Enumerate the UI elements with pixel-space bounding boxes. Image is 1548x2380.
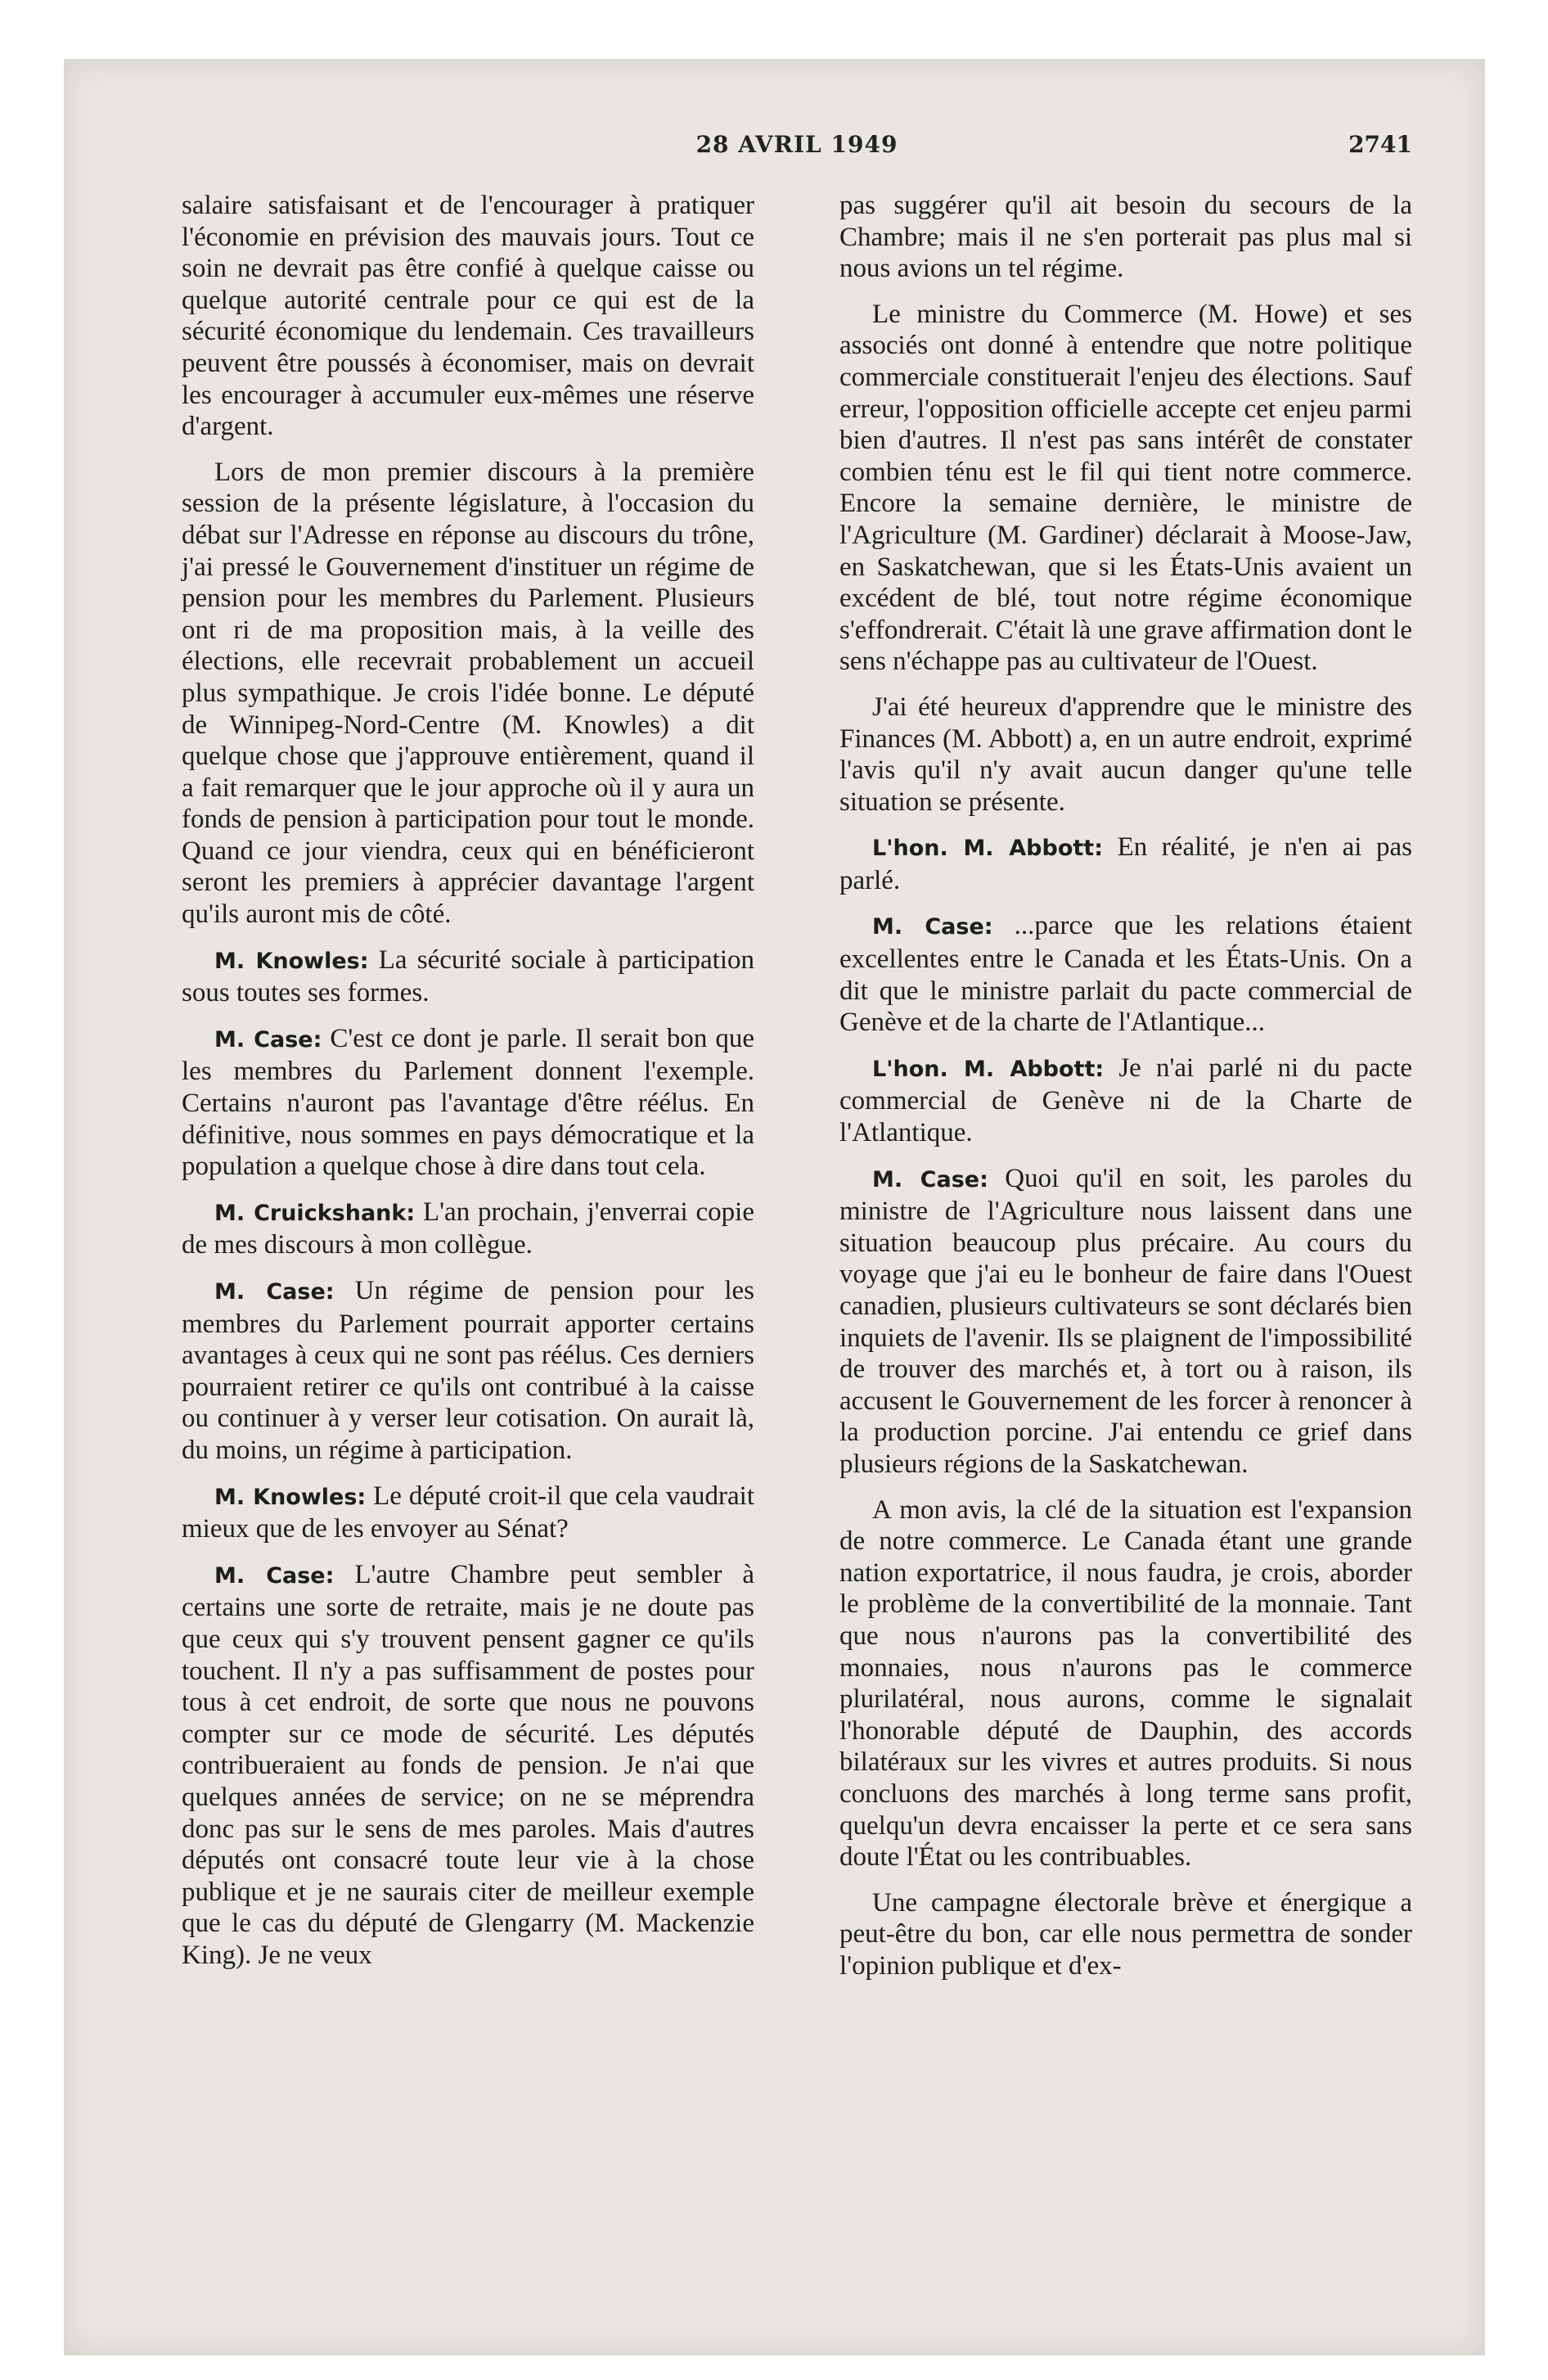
speaker-name: M. Case: xyxy=(214,1026,322,1053)
paragraph: Lors de mon premier discours à la première session de la présente législature, à l'occasion du débat sur l'Adresse en réponse au discours du trône, j'ai pressé le Gouvernement d'instituer un régime de pension pour les membres du Parlement. Plusieurs ont ri de ma proposition mais, à la veille des élections, elle recevrait probablement un accueil plus sympathique. Je crois l'idée bonne. Le député de Winnipeg-Nord-Centre (M. Knowles) a dit quelque chose que j'approuve entièrement, quand il a fait remarquer que le jour approche où il y aura un fonds de pension à participation pour tout le monde. Quand ce jour viendra, ceux qui en bénéficieront seront les premiers à apprécier davantage l'argent qu'ils auront mis de côté. xyxy=(182,457,754,930)
speech-paragraph: M. Cruickshank: L'an prochain, j'enverrai copie de mes discours à mon collègue. xyxy=(182,1197,754,1260)
header-date: 28 AVRIL 1949 xyxy=(695,131,898,158)
paragraph: J'ai été heureux d'apprendre que le ministre des Finances (M. Abbott) a, en un autre endroit, exprimé l'avis qu'il n'y avait aucun danger qu'une telle situation se présente. xyxy=(839,692,1412,817)
speaker-name: M. Case: xyxy=(214,1562,335,1589)
paragraph: salaire satisfaisant et de l'encourager à pratiquer l'économie en prévision des mauvais jours. Tout ce soin ne devrait pas être confié à quelque caisse ou quelque autorité centrale pour ce qui est de la sécurité économique du lendemain. Ces travailleurs peuvent être poussés à économiser, mais on devrait les encourager à accumuler eux-mêmes une réserve d'argent. xyxy=(182,191,754,442)
paragraph: Le ministre du Commerce (M. Howe) et ses associés ont donné à entendre que notre politique commerciale constituerait l'enjeu des élections. Sauf erreur, l'opposition officielle accepte cet enjeu parmi bien d'autres. Il n'est pas sans intérêt de constater combien ténu est le fil qui tient notre commerce. Encore la semaine dernière, le ministre de l'Agriculture (M. Gardiner) déclarait à Moose-Jaw, en Saskatchewan, que si les États-Unis avaient un excédent de blé, tout notre régime économique s'effondrerait. C'était là une grave affirmation dont le sens n'échappe pas au cultivateur de l'Ouest. xyxy=(839,299,1412,677)
speech-paragraph: M. Case: ...parce que les relations étaient excellentes entre le Canada et les États-Unis. On a dit que le ministre parlait du pacte commercial de Genève et de la charte de l'Atlantique... xyxy=(839,911,1413,1038)
speech-paragraph: M. Knowles: La sécurité sociale à participation sous toutes ses formes. xyxy=(182,944,754,1008)
speech-paragraph: L'hon. M. Abbott: Je n'ai parlé ni du pacte commercial de Genève ni de la Charte de l'Atlantique. xyxy=(839,1053,1413,1148)
speaker-name: M. Knowles: xyxy=(214,948,369,974)
paragraph: A mon avis, la clé de la situation est l'expansion de notre commerce. Le Canada étant une grande nation exportatrice, il nous faudra, je crois, aborder le problème de la convertibilité de la monnaie. Tant que nous n'aurons pas la convertibilité des monnaies, nous n'aurons pas le commerce plurilatéral, nous aurons, comme le signalait l'honorable député de Dauphin, des accords bilatéraux sur les vivres et autres produits. Si nous concluons des marchés à long terme sans profit, quelqu'un devra encaisser la perte et ce sera sans doute l'État ou les contribuables. xyxy=(839,1494,1412,1873)
paragraph: Une campagne électorale brève et énergique a peut-être du bon, car elle nous permettra de sonder l'opinion publique et d'ex- xyxy=(839,1887,1412,1981)
speech-paragraph: M. Knowles: Le député croit-il que cela vaudrait mieux que de les envoyer au Sénat? xyxy=(182,1481,754,1544)
paragraph: pas suggérer qu'il ait besoin du secours de la Chambre; mais il ne s'en porterait pas plus mal si nous avions un tel régime. xyxy=(839,191,1412,284)
speaker-name: M. Knowles: xyxy=(214,1484,367,1510)
left-column xyxy=(182,190,754,1985)
speaker-name: M. Case: xyxy=(872,914,993,940)
right-column xyxy=(839,190,1412,1995)
speaker-name: M. Cruickshank: xyxy=(214,1200,416,1226)
page-number: 2741 xyxy=(1348,131,1412,158)
page-header xyxy=(182,131,1412,170)
speech-paragraph: M. Case: Un régime de pension pour les membres du Parlement pourrait apporter certains avantages à ceux qui ne sont pas réélus. Ces derniers pourraient retirer ce qu'ils ont contribué à la caisse ou continuer à y verser leur cotisation. On aurait là, du moins, un régime à participation. xyxy=(182,1276,754,1465)
speech-paragraph: M. Case: Quoi qu'il en soit, les paroles du ministre de l'Agriculture nous laissent dans une situation beaucoup plus précaire. Au cours du voyage que j'ai eu le bonheur de faire dans l'Ouest canadien, plusieurs cultivateurs se sont déclarés bien inquiets de l'avenir. Ils se plaignent de l'impossibilité de trouver des marchés et, à tort ou à raison, ils accusent le Gouvernement de les forcer à renoncer à la production porcine. J'ai entendu ce grief dans plusieurs régions de la Saskatchewan. xyxy=(839,1163,1412,1479)
speaker-name: L'hon. M. Abbott: xyxy=(872,836,1103,862)
speech-paragraph: M. Case: L'autre Chambre peut sembler à certains une sorte de retraite, mais je ne doute pas que ceux qui s'y trouvent pensent gagner ce qu'ils touchent. Il n'y a pas suffisamment de postes pour tous à cet endroit, de sorte que nous ne pouvons compter sur ce mode de sécurité. Les députés contribueraient au fonds de pension. Je n'ai que quelques années de service; on ne se méprendra donc pas sur le sens de mes paroles. Mais d'autres députés ont consacré toute leur vie à la chose publique et je ne saurais citer de meilleur exemple que le cas du député de Glengarry (M. Mackenzie King). Je ne veux xyxy=(182,1559,754,1970)
speech-paragraph: L'hon. M. Abbott: En réalité, je n'en ai pas parlé. xyxy=(839,832,1412,895)
speaker-name: M. Case: xyxy=(214,1279,335,1305)
speaker-name: L'hon. M. Abbott: xyxy=(872,1056,1105,1082)
speech-paragraph: M. Case: C'est ce dont je parle. Il serait bon que les membres du Parlement donnent l'exemple. Certains n'auront pas l'avantage d'être réélus. En définitive, nous sommes en pays démocratique et la population a quelque chose à dire dans tout cela. xyxy=(182,1023,754,1182)
speaker-name: M. Case: xyxy=(872,1166,988,1192)
